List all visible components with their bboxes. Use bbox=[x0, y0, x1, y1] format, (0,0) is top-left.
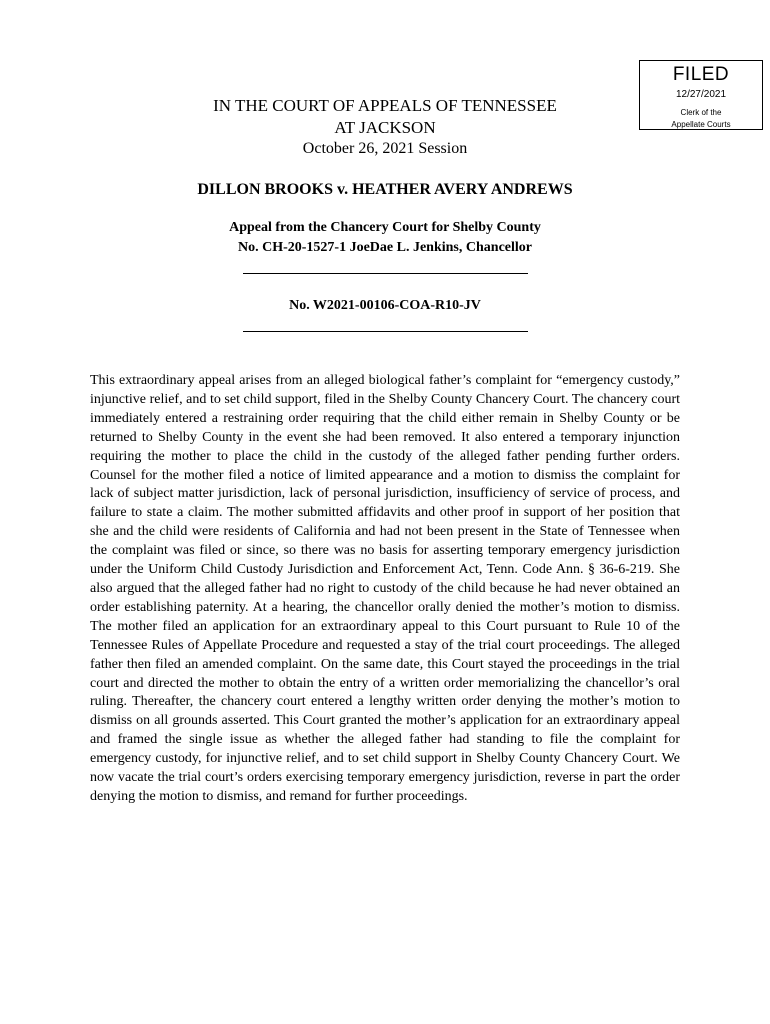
filed-stamp-title: FILED bbox=[672, 64, 730, 85]
case-summary: This extraordinary appeal arises from an alleged biological father’s complaint for “emergency custody,” injunctive relief, and to set child support, filed in the Shelby County Chancery Court. The chancery court immediately entered a restraining order requiring that the child either remain in Shelby County or be returned to Shelby County in the event she had been removed. It also entered a temporary injunction requiring the mother to place the child in the custody of the alleged father pending further orders. Counsel for the mother filed a notice of limited appearance and a motion to dismiss the complaint for lack of subject matter jurisdiction, lack of personal jurisdiction, insufficiency of service of process, and failure to state a claim. The mother submitted affidavits and other proof in support of her position that she and the child were residents of California and had not been present in the State of Tennessee when the complaint was filed or since, so there was no basis for asserting temporary emergency jurisdiction under the Uniform Child Custody Jurisdiction and Enforcement Act, Tenn. Code Ann. § 36-6-219. She also argued that the alleged father had no right to custody of the child because he had never obtained an order establishing paternity. At a hearing, the chancellor orally denied the mother’s motion to dismiss. The mother filed an application for an extraordinary appeal to this Court pursuant to Rule 10 of the Tennessee Rules of Appellate Procedure and requested a stay of the trial court proceedings. The alleged father then filed an amended complaint. On the same date, this Court stayed the proceedings in the trial court and directed the mother to obtain the entry of a written order memorializing the chancellor’s oral ruling. Thereafter, the chancery court entered a lengthy written order denying the mother’s motion to dismiss on all grounds asserted. This Court granted the mother’s application for an extraordinary appeal and framed the single issue as whether the alleged father had standing to file the complaint for emergency custody, for injunctive relief, and to set child support in Shelby County Chancery Court. We now vacate the trial court’s orders exercising temporary emergency jurisdiction, reverse in part the order denying the motion to dismiss, and remand for further proceedings. bbox=[90, 373, 680, 804]
filed-stamp-clerk-line: Clerk of the bbox=[680, 108, 722, 117]
divider-bottom bbox=[243, 331, 528, 332]
docket-number: No. W2021-00106-COA-R10-JV bbox=[289, 298, 481, 313]
case-title: DILLON BROOKS v. HEATHER AVERY ANDREWS bbox=[197, 181, 573, 198]
court-name: IN THE COURT OF APPEALS OF TENNESSEE bbox=[213, 96, 557, 115]
filed-stamp-courts-line: Appellate Courts bbox=[671, 120, 731, 129]
session-date: October 26, 2021 Session bbox=[302, 140, 468, 157]
divider-top bbox=[243, 273, 528, 274]
filed-stamp-date: 12/27/2021 bbox=[675, 89, 727, 100]
appeal-from: Appeal from the Chancery Court for Shelby County bbox=[229, 220, 541, 235]
trial-court-number: No. CH-20-1527-1 JoeDae L. Jenkins, Chancellor bbox=[238, 240, 532, 255]
court-location: AT JACKSON bbox=[334, 118, 436, 137]
